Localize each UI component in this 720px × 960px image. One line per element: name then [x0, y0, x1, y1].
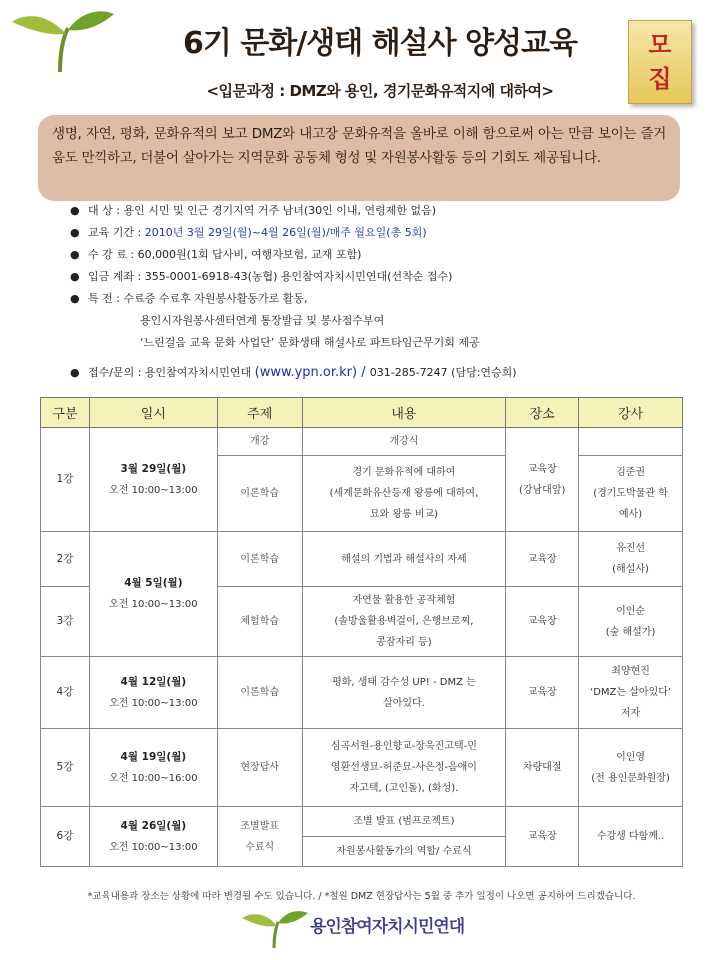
table-row — [41, 807, 683, 837]
footer-org-name: 용인참여자치시민연대 — [310, 917, 465, 937]
session-lecturer: 이인순 (숲 해설가) — [579, 587, 683, 657]
col-header: 구분 — [41, 398, 90, 428]
session-lecturer — [579, 428, 683, 456]
page-title: 6기 문화/생태 해설사 양성교육 — [183, 26, 577, 61]
session-content: 평화, 생태 감수성 UP! - DMZ 는 살아있다. — [302, 657, 506, 729]
session-topic: 조별발표 수료식 — [217, 807, 302, 867]
session-topic: 이론학습 — [217, 657, 302, 729]
session-lecturer: 김준권 (경기도박물관 학 예사) — [579, 456, 683, 532]
session-topic: 현장답사 — [217, 729, 302, 807]
session-place: 교육장 — [506, 657, 579, 729]
col-header: 일시 — [89, 398, 217, 428]
session-label: 3강 — [41, 587, 90, 657]
info-period: ● 교육 기간 : 2010년 3월 29일(월)~4월 26일(월)/매주 월요일(총 5회) — [70, 226, 427, 239]
page-subtitle: <입문과정 : DMZ와 용인, 경기문화유적지에 대하여> — [206, 82, 554, 100]
session-content: 개강식 — [302, 428, 506, 456]
session-datetime: 4월 19일(월) 오전 10:00~16:00 — [89, 729, 217, 807]
info-benefit-line: 용인시자원봉사센터연계 통장발급 및 봉사점수부여 — [140, 314, 385, 327]
col-header: 강사 — [579, 398, 683, 428]
session-label: 6강 — [41, 807, 90, 867]
info-target: ● 대 상 : 용인 시민 및 인근 경기지역 거주 남녀(30인 이내, 연령제한 없음) — [70, 204, 437, 217]
session-lecturer: 이인영 (전 용인문화원장) — [579, 729, 683, 807]
col-header: 주제 — [217, 398, 302, 428]
session-label: 1강 — [41, 428, 90, 532]
session-content: 심곡서원-용인향교-장욱진고택-민 영환선생묘-허준묘-사은정-음애이 자고택, (고인돌), (화성). — [302, 729, 506, 807]
session-place: 교육장 — [506, 587, 579, 657]
contact-link[interactable]: (www.ypn.or.kr) / — [254, 365, 370, 380]
sprout-logo-icon — [240, 906, 310, 950]
session-topic: 이론학습 — [217, 456, 302, 532]
recruit-badge — [628, 20, 692, 104]
session-label: 5강 — [41, 729, 90, 807]
col-header: 내용 — [302, 398, 506, 428]
session-datetime: 4월 12일(월) 오전 10:00~13:00 — [89, 657, 217, 729]
session-lecturer: 수강생 다함께.. — [579, 807, 683, 867]
session-content: 해설의 기법과 해설사의 자세 — [302, 532, 506, 587]
sprout-logo-icon — [8, 4, 118, 74]
table-row — [41, 657, 683, 729]
session-datetime: 4월 26일(월) 오전 10:00~13:00 — [89, 807, 217, 867]
info-benefit-line: ‘느린걸음 교육 문화 사업단’ 문화생태 해설사로 파트타임근무기회 제공 — [140, 336, 480, 349]
recruit-badge-char: 모 — [648, 31, 672, 59]
schedule-table — [40, 397, 683, 867]
info-list — [70, 200, 690, 384]
table-header-row — [41, 398, 683, 428]
session-content: 경기 문화유적에 대하여 (세계문화유산등재 왕릉에 대하여, 묘와 왕릉 비교) — [302, 456, 506, 532]
session-place: 교육장 (강남대앞) — [506, 428, 579, 532]
info-fee: ● 수 강 료 : 60,000원(1회 답사비, 여행자보험, 교재 포함) — [70, 248, 362, 261]
session-label: 4강 — [41, 657, 90, 729]
table-row — [41, 532, 683, 587]
session-datetime: 4월 5일(월) 오전 10:00~13:00 — [89, 532, 217, 657]
info-benefit: ● 특 전 : 수료증 수료후 자원봉사활동가로 활동, — [70, 292, 308, 305]
session-content: 조별 발표 (범프로젝트) — [302, 807, 506, 837]
session-place: 교육장 — [506, 807, 579, 867]
recruit-badge-char: 집 — [648, 65, 672, 93]
session-topic: 개강 — [217, 428, 302, 456]
session-place: 차량대절 — [506, 729, 579, 807]
table-row — [41, 729, 683, 807]
session-topic: 체험학습 — [217, 587, 302, 657]
session-place: 교육장 — [506, 532, 579, 587]
col-header: 장소 — [506, 398, 579, 428]
intro-box: 생명, 자연, 평화, 문화유적의 보고 DMZ와 내고장 문화유적을 올바로 이해 함으로써 아는 만큼 보이는 즐거움도 만끽하고, 더불어 살아가는 지역문화 공동체 형성 및 자원봉사활동 등의 기회도 제공됩니다. — [38, 115, 680, 201]
session-content: 자연물 활용한 공작체험 (솔방울활용벽걸이, 은행브로찌, 콩잠자리 등) — [302, 587, 506, 657]
info-contact: ● 접수/문의 : 용인참여자치시민연대 (www.ypn.or.kr) / 031-285-7247 (담당:연승희) — [70, 365, 517, 380]
footnote: *교육내용과 장소는 상황에 따라 변경될 수도 있습니다. / *철원 DMZ 현장답사는 5월 중 추가 일정이 나오면 공지하여 드리겠습니다. — [87, 891, 636, 902]
session-topic: 이론학습 — [217, 532, 302, 587]
session-label: 2강 — [41, 532, 90, 587]
session-lecturer: 유진선 (해설사) — [579, 532, 683, 587]
session-lecturer: 최양현진 ‘DMZ는 살아있다’ 저자 — [579, 657, 683, 729]
table-row — [41, 428, 683, 456]
session-content: 자원봉사활동가의 역할/ 수료식 — [302, 837, 506, 867]
info-account: ● 입금 계좌 : 355-0001-6918-43(농협) 용인참여자치시민연대(선착순 접수) — [70, 270, 453, 283]
session-datetime: 3월 29일(월) 오전 10:00~13:00 — [89, 428, 217, 532]
